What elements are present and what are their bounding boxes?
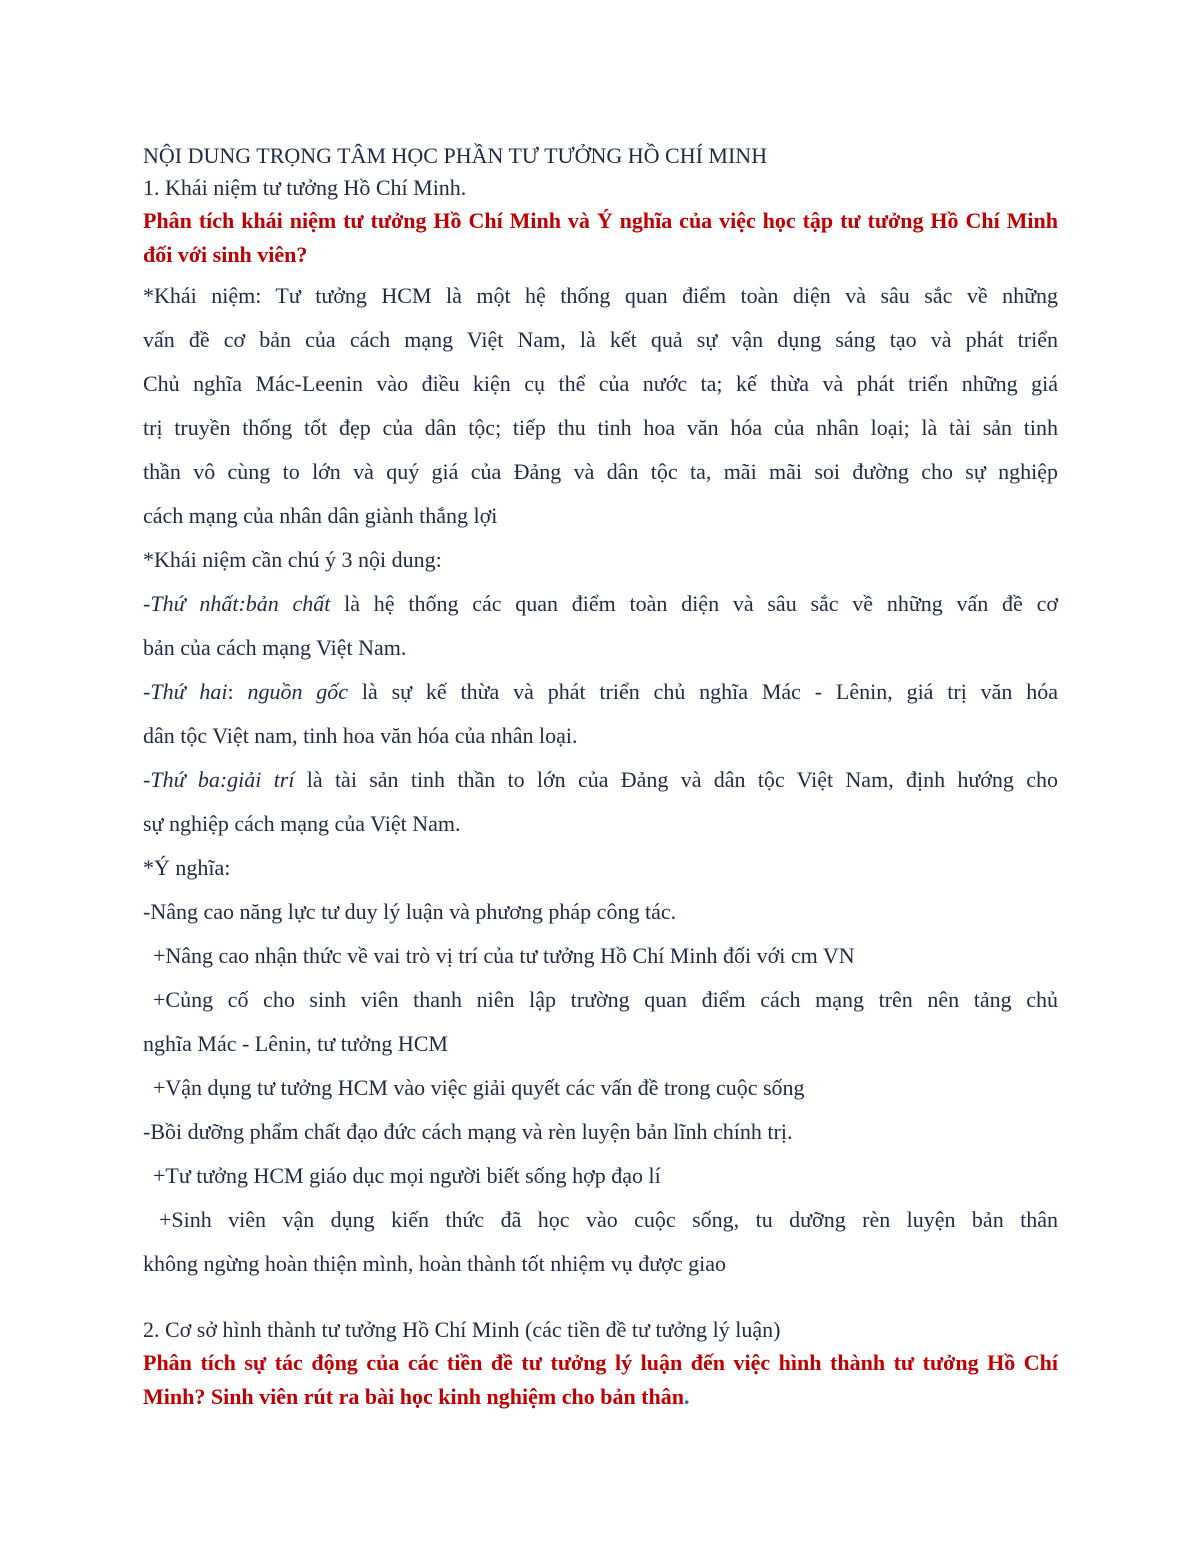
section-2-question-end: . [683, 1384, 690, 1409]
point-second-dash: - [143, 679, 151, 704]
point-second-label2: nguồn gốc [247, 679, 349, 704]
meaning-subitem-cont: không ngừng hoàn thiện mình, hoàn thành tốt nhiệm vụ được giao [143, 1251, 726, 1276]
point-first-cont: bản của cách mạng Việt Nam. [143, 635, 407, 660]
concept-line: cách mạng của nhân dân giành thắng lợi [143, 503, 498, 528]
concept-paragraph [143, 274, 1058, 538]
point-third-dash: - [143, 767, 151, 792]
section-1-heading: 1. Khái niệm tư tưởng Hồ Chí Minh. [143, 175, 467, 200]
point-third [143, 758, 1058, 802]
meaning-heading: *Ý nghĩa: [143, 855, 231, 880]
section-2-question [143, 1346, 1058, 1414]
point-first-text: là hệ thống các quan điểm toàn diện và sâu sắc về những vấn đề cơ [330, 591, 1058, 616]
meaning-item: -Nâng cao năng lực tư duy lý luận và phương pháp công tác. [143, 899, 677, 924]
point-first-dash: - [143, 591, 151, 616]
point-second-text: là sự kế thừa và phát triển chủ nghĩa Mác - Lênin, giá trị văn hóa [348, 679, 1059, 704]
point-third-label: Thứ ba:giải trí [150, 767, 295, 792]
meaning-subitem: +Sinh viên vận dụng kiến thức đã học vào cuộc sống, tu dưỡng rèn luyện bản thân [159, 1207, 1058, 1232]
section-2-question-text: Phân tích sự tác động của các tiền đề tư tưởng lý luận đến việc hình thành tư tưởng Hồ Chí Minh? Sinh viên rút ra bài học kinh nghiệm cho bản thân [143, 1350, 1058, 1409]
point-second-label: Thứ hai [150, 679, 228, 704]
document-title: NỘI DUNG TRỌNG TÂM HỌC PHẦN TƯ TƯỞNG HỒ CHÍ MINH [143, 143, 768, 168]
meaning-item: -Bồi dưỡng phẩm chất đạo đức cách mạng và rèn luyện bản lĩnh chính trị. [143, 1119, 793, 1144]
concept-note: *Khái niệm cần chú ý 3 nội dung: [143, 547, 442, 572]
meaning-subitem: +Củng cố cho sinh viên thanh niên lập trường quan điểm cách mạng trên nên tảng chủ [153, 987, 1058, 1012]
concept-line: Chủ nghĩa Mác-Leenin vào điều kiện cụ thể của nước ta; kế thừa và phát triển những giá [143, 371, 1058, 396]
point-first [143, 582, 1058, 626]
point-third-cont: sự nghiệp cách mạng của Việt Nam. [143, 811, 461, 836]
section-1-question: Phân tích khái niệm tư tưởng Hồ Chí Minh và Ý nghĩa của việc học tập tư tưởng Hồ Chí Minh đối với sinh viên? [143, 208, 1058, 267]
point-second [143, 670, 1058, 714]
concept-line: trị truyền thống tốt đẹp của dân tộc; tiếp thu tinh hoa văn hóa của nhân loại; là tài sản tinh [143, 415, 1058, 440]
point-second-colon: : [227, 679, 248, 704]
point-third-text: là tài sản tinh thần to lớn của Đảng và dân tộc Việt Nam, định hướng cho [294, 767, 1058, 792]
meaning-subitem: +Vận dụng tư tưởng HCM vào việc giải quyết các vấn đề trong cuộc sống [153, 1075, 805, 1100]
meaning-subitem: +Tư tưởng HCM giáo dục mọi người biết sống hợp đạo lí [153, 1163, 661, 1188]
section-gap [143, 1286, 1058, 1314]
point-first-label: Thứ nhất:bản chất [150, 591, 331, 616]
meaning-subitem-cont: nghĩa Mác - Lênin, tư tưởng HCM [143, 1031, 448, 1056]
concept-line: *Khái niệm: Tư tưởng HCM là một hệ thống quan điểm toàn diện và sâu sắc về những [143, 283, 1058, 308]
point-second-cont: dân tộc Việt nam, tinh hoa văn hóa của nhân loại. [143, 723, 578, 748]
document-page [143, 140, 1058, 1414]
section-2-heading: 2. Cơ sở hình thành tư tưởng Hồ Chí Minh (các tiền đề tư tưởng lý luận) [143, 1317, 781, 1342]
concept-line: thần vô cùng to lớn và quý giá của Đảng và dân tộc ta, mãi mãi soi đường cho sự nghiệp [143, 459, 1058, 484]
meaning-subitem: +Nâng cao nhận thức về vai trò vị trí của tư tưởng Hồ Chí Minh đối với cm VN [153, 943, 855, 968]
concept-line: vấn đề cơ bản của cách mạng Việt Nam, là kết quả sự vận dụng sáng tạo và phát triển [143, 327, 1058, 352]
